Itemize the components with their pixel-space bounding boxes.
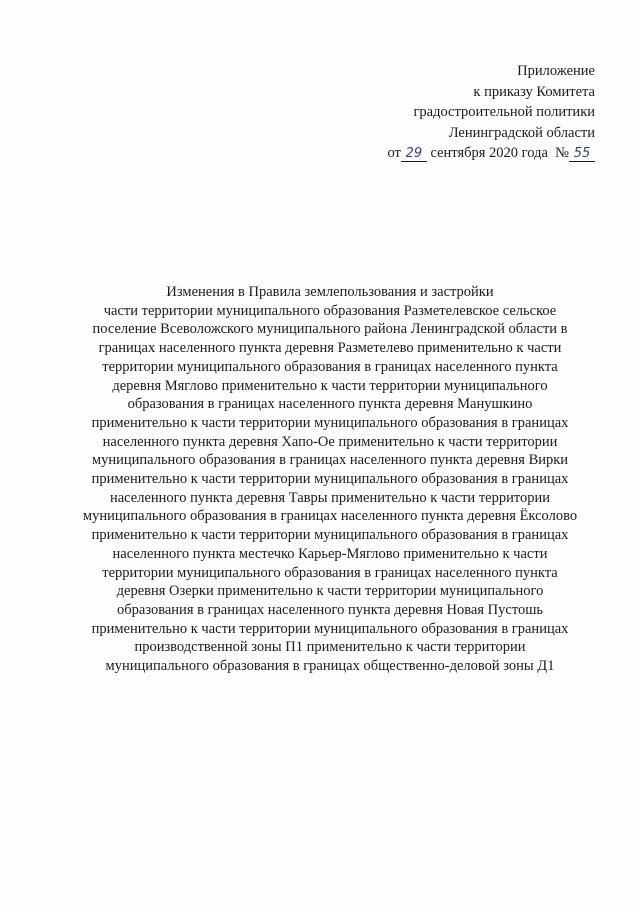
number-sign: № bbox=[555, 145, 569, 161]
order-date-line bbox=[387, 143, 595, 164]
document-title bbox=[80, 283, 580, 676]
appendix-header bbox=[387, 61, 595, 164]
handwritten-order-number: 55 bbox=[569, 146, 595, 162]
title-line: деревня Озерки применительно к части территории муниципального bbox=[116, 583, 544, 600]
title-line: населенного пункта местечко Карьер-Мяглово применительно к части bbox=[112, 545, 548, 562]
title-line: производственной зоны П1 применительно к части территории bbox=[134, 639, 526, 656]
title-line: населенного пункта деревня Тавры применительно к части территории bbox=[109, 489, 551, 506]
title-line: муниципального образования в границах общественно-деловой зоны Д1 bbox=[105, 658, 555, 675]
title-line: применительно к части территории муниципального образования в границах bbox=[91, 471, 569, 488]
appendix-line-3: градостроительной политики bbox=[413, 104, 595, 120]
title-line: территории муниципального образования в границах населенного пункта bbox=[102, 358, 558, 375]
appendix-line-2: к приказу Комитета bbox=[473, 83, 595, 100]
date-prefix: от bbox=[387, 145, 401, 161]
title-line: границах населенного пункта деревня Разметелево применительно к части bbox=[98, 340, 562, 357]
title-line: деревня Мяглово применительно к части территории муниципального bbox=[112, 377, 548, 394]
title-line: применительно к части территории муниципального образования в границах bbox=[91, 620, 569, 637]
appendix-line-1: Приложение bbox=[517, 63, 595, 79]
title-line: Изменения в Правила землепользования и застройки bbox=[166, 284, 494, 300]
title-line: муниципального образования в границах населенного пункта деревня Ёксолово bbox=[82, 508, 578, 525]
appendix-line-4: Ленинградской области bbox=[448, 124, 595, 141]
date-rest: сентября 2020 года bbox=[430, 145, 548, 161]
title-line: населенного пункта деревня Хапо-Ое применительно к части территории bbox=[102, 433, 558, 450]
title-line: поселение Всеволожского муниципального района Ленинградской области в bbox=[92, 321, 568, 338]
title-line: части территории муниципального образования Разметелевское сельское bbox=[103, 302, 557, 319]
title-line: применительно к части территории муниципального образования в границах bbox=[91, 527, 569, 544]
title-line: муниципального образования в границах населенного пункта деревня Вирки bbox=[91, 452, 569, 469]
title-line: территории муниципального образования в границах населенного пункта bbox=[102, 564, 558, 581]
handwritten-day: 29 bbox=[401, 146, 427, 162]
title-line: образования в границах населенного пункта деревня Новая Пустошь bbox=[117, 601, 543, 618]
title-line: образования в границах населенного пункта деревня Манушкино bbox=[127, 396, 533, 413]
title-line: применительно к части территории муниципального образования в границах bbox=[91, 414, 569, 431]
